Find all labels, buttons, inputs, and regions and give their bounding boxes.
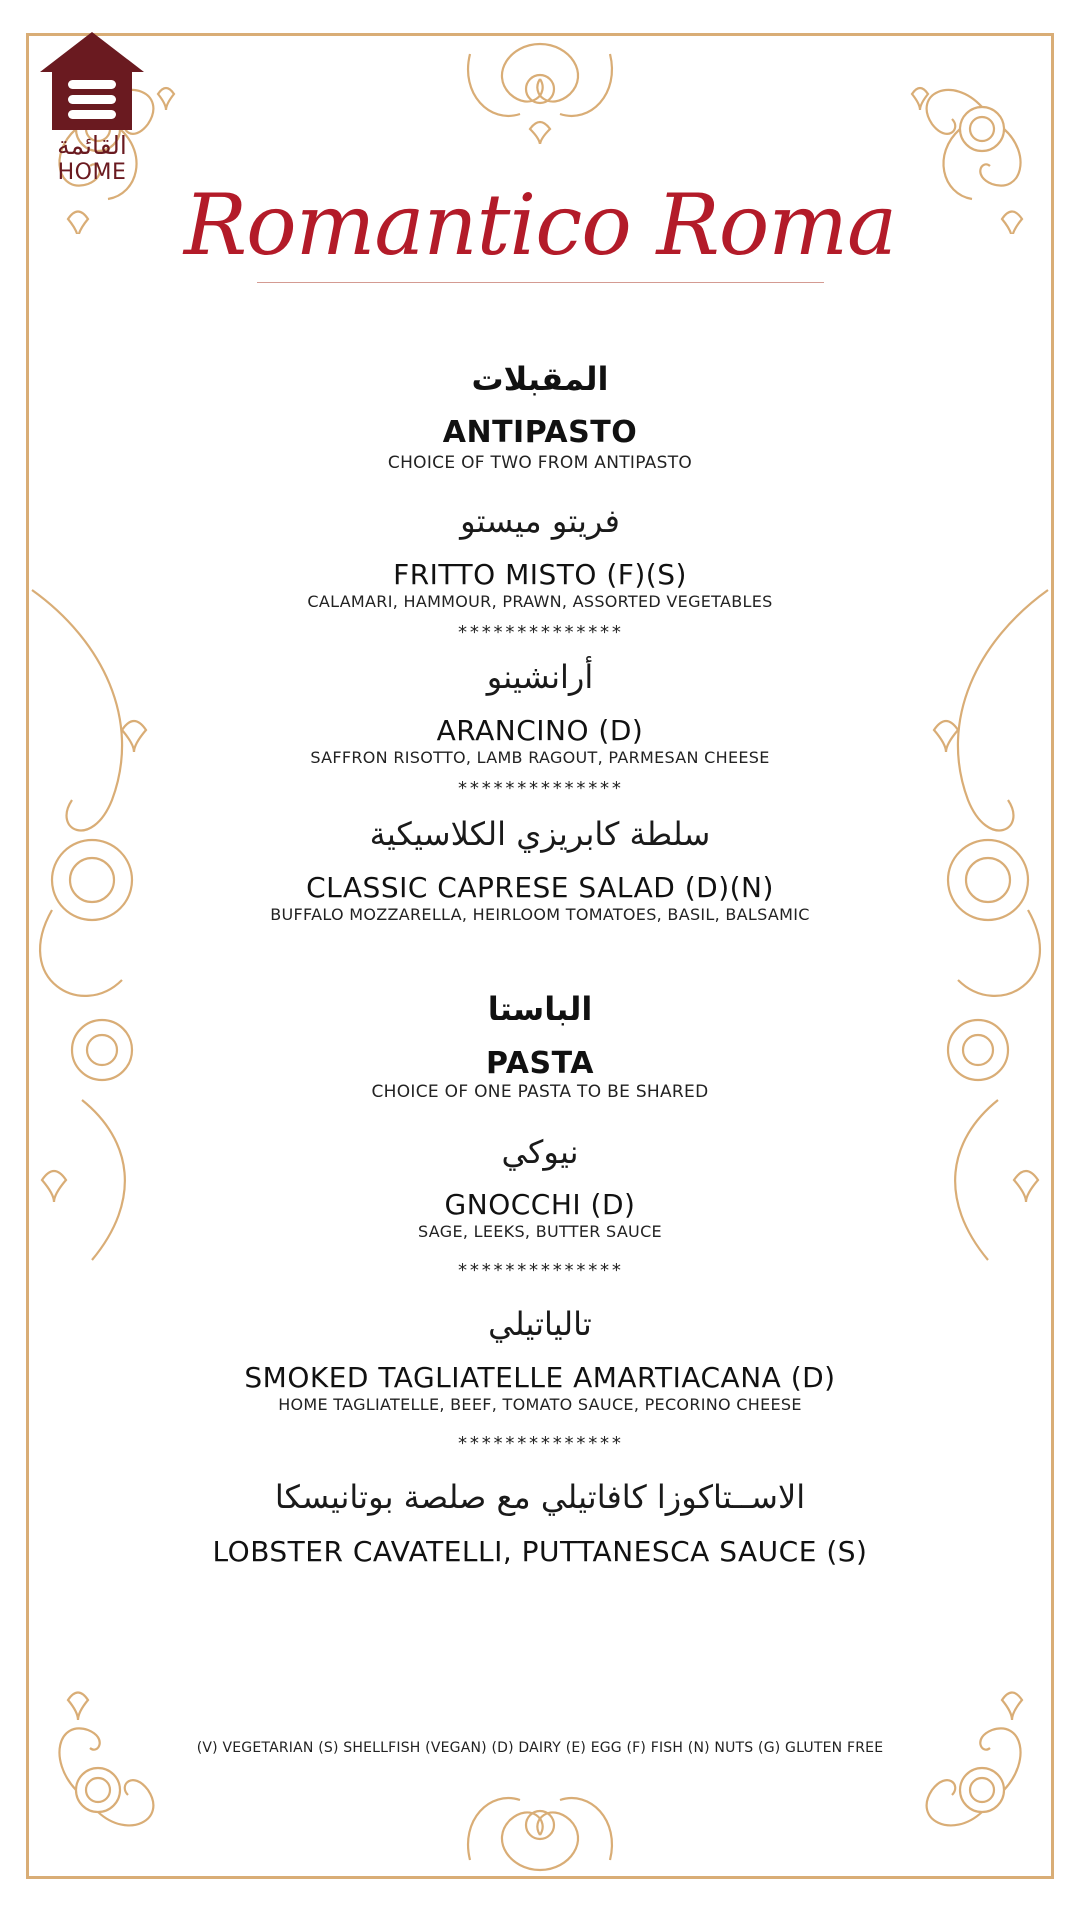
antipasto-subheading: CHOICE OF TWO FROM ANTIPASTO	[387, 453, 693, 473]
lobster-cavatelli-name-arabic: الاســتاكوزا كافاتيلي مع صلصة بوتانيسكا	[274, 1478, 806, 1516]
lobster-cavatelli-name: LOBSTER CAVATELLI, PUTTANESCA SAUCE (S)	[212, 1535, 868, 1568]
antipasto-heading: ANTIPASTO	[442, 415, 638, 450]
gnocchi-name-arabic: نيوكي	[501, 1133, 579, 1171]
pasta-subheading: CHOICE OF ONE PASTA TO BE SHARED	[371, 1082, 709, 1102]
house-menu-icon	[38, 30, 146, 130]
home-label-arabic: القائمة	[57, 131, 127, 160]
gnocchi-description: SAGE, LEEKS, BUTTER SAUCE	[418, 1222, 662, 1241]
caprese-name: CLASSIC CAPRESE SALAD (D)(N)	[306, 871, 774, 904]
tagliatelle-name-arabic: تالياتيلي	[488, 1305, 592, 1343]
tagliatelle-name: SMOKED TAGLIATELLE AMARTIACANA (D)	[244, 1361, 836, 1394]
pasta-heading-arabic: الباستا	[487, 990, 593, 1028]
caprese-name-arabic: سلطة كابريزي الكلاسيكية	[369, 815, 711, 853]
separator: **************	[457, 778, 623, 799]
bottom-left-ornament	[28, 1680, 188, 1880]
bottom-right-ornament	[892, 1680, 1052, 1880]
separator: **************	[457, 1260, 623, 1281]
fritto-misto-name-arabic: فريتو ميستو	[460, 502, 620, 540]
gnocchi-name: GNOCCHI (D)	[444, 1188, 636, 1221]
caprese-description: BUFFALO MOZZARELLA, HEIRLOOM TOMATOES, BASIL, BALSAMIC	[270, 905, 810, 924]
arancino-name: ARANCINO (D)	[436, 714, 644, 747]
fritto-misto-name: FRITTO MISTO (F)(S)	[393, 558, 687, 591]
top-center-ornament	[450, 34, 630, 144]
bottom-center-ornament	[450, 1770, 630, 1880]
fritto-misto-description: CALAMARI, HAMMOUR, PRAWN, ASSORTED VEGETABLES	[307, 592, 773, 611]
separator: **************	[457, 622, 623, 643]
tagliatelle-description: HOME TAGLIATELLE, BEEF, TOMATO SAUCE, PECORINO CHEESE	[278, 1395, 802, 1414]
home-label-english: HOME	[57, 160, 127, 185]
arancino-name-arabic: أرانشينو	[486, 658, 594, 696]
menu-border	[26, 33, 1054, 1879]
restaurant-title: Romantico Roma	[183, 176, 897, 274]
dietary-legend: (V) VEGETARIAN (S) SHELLFISH (VEGAN) (D) DAIRY (E) EGG (F) FISH (N) NUTS (G) GLUTEN FREE	[196, 1740, 884, 1756]
pasta-heading: PASTA	[486, 1046, 594, 1081]
title-underline	[257, 282, 824, 283]
separator: **************	[457, 1433, 623, 1454]
antipasto-heading-arabic: المقبلات	[471, 360, 609, 398]
arancino-description: SAFFRON RISOTTO, LAMB RAGOUT, PARMESAN CHEESE	[310, 748, 770, 767]
home-button[interactable]	[38, 30, 146, 190]
